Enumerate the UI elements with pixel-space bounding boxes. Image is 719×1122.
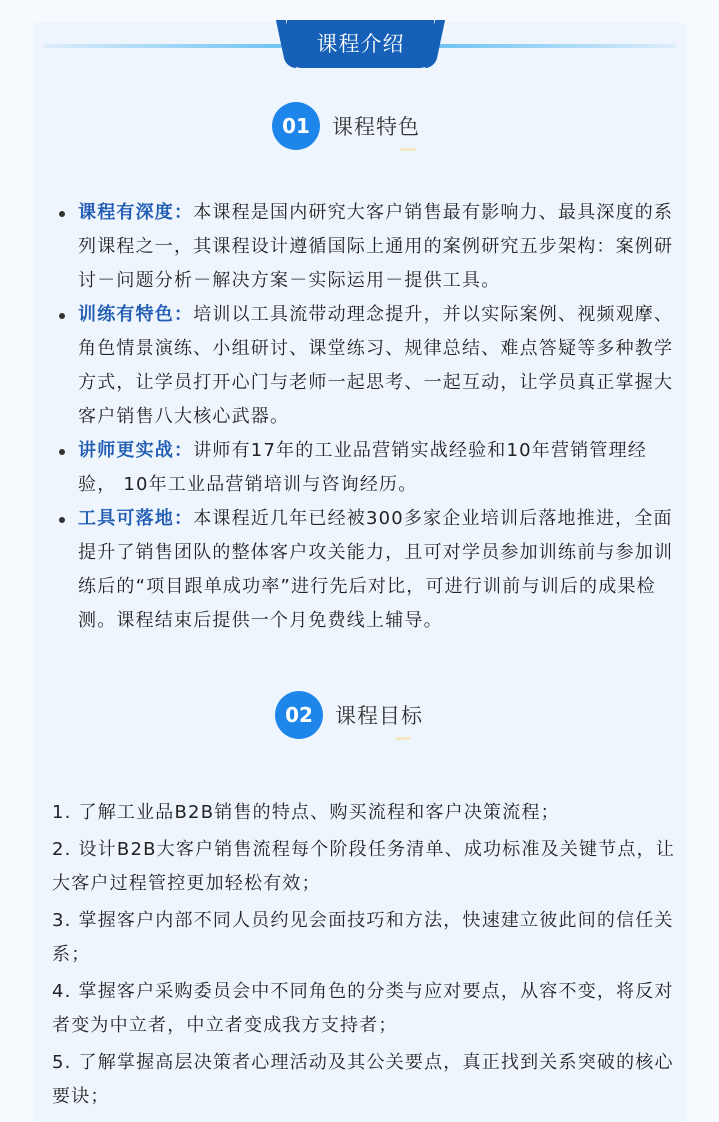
bullet-dot [59, 211, 65, 217]
feature-label: 课程有深度： [78, 202, 194, 223]
feature-text: 培训以工具流带动理念提升，并以实际案例、视频观摩、角色情景演练、小组研讨、课堂练习、规律总结、难点答疑等多种教学方式，让学员打开心门与老师一起思考、一起互动，让学员真正掌握大客户销售八大核心武器。 [78, 304, 674, 427]
section-number-badge: 02 [275, 691, 323, 739]
bullet-dot [59, 313, 65, 319]
header-title: 课程介绍 [287, 20, 434, 68]
section-heading-goals [275, 691, 423, 739]
feature-label: 工具可落地： [78, 508, 194, 529]
bullet-dot [59, 517, 65, 523]
header-line-left [44, 44, 282, 48]
title-underline-decoration [395, 737, 411, 740]
section-number-badge: 01 [272, 102, 320, 150]
feature-item [52, 298, 682, 434]
title-underline-decoration [400, 148, 416, 151]
section-title: 课程目标 [335, 704, 423, 728]
section-heading-features [272, 102, 420, 150]
goal-item: 4. 掌握客户采购委员会中不同角色的分类与应对要点，从容不变，将反对者变为中立者，中立者变成我方支持者； [52, 981, 674, 1036]
feature-text: 本课程是国内研究大客户销售最有影响力、最具深度的系列课程之一，其课程设计遵循国际上通用的案例研究五步架构：案例研讨－问题分析－解决方案－实际运用－提供工具。 [78, 202, 674, 291]
goal-item: 5. 了解掌握高层决策者心理活动及其公关要点，真正找到关系突破的核心要诀； [52, 1052, 674, 1107]
feature-item [52, 434, 682, 502]
feature-label: 讲师更实战： [78, 440, 194, 461]
goal-list [52, 796, 687, 1114]
header-line-right [437, 44, 676, 48]
goal-item: 2. 设计B2B大客户销售流程每个阶段任务清单、成功标准及关键节点，让大客户过程管控更加轻松有效； [52, 839, 676, 894]
feature-item [52, 196, 682, 298]
goal-item: 1. 了解工业品B2B销售的特点、购买流程和客户决策流程； [52, 802, 560, 823]
section-title: 课程特色 [332, 115, 420, 139]
feature-text: 本课程近几年已经被300多家企业培训后落地推进，全面提升了销售团队的整体客户攻关能力，且可对学员参加训练前与参加训练后的“项目跟单成功率”进行先后对比，可进行训前与训后的成果检测。课程结束后提供一个月免费线上辅导。 [78, 508, 674, 631]
feature-item [52, 502, 682, 638]
feature-list [52, 196, 682, 638]
goal-item: 3. 掌握客户内部不同人员约见会面技巧和方法，快速建立彼此间的信任关系； [52, 910, 674, 965]
bullet-dot [59, 449, 65, 455]
feature-text: 讲师有17年的工业品营销实战经验和10年营销管理经验， 10年工业品营销培训与咨询经历。 [78, 440, 648, 495]
feature-label: 训练有特色： [78, 304, 194, 325]
